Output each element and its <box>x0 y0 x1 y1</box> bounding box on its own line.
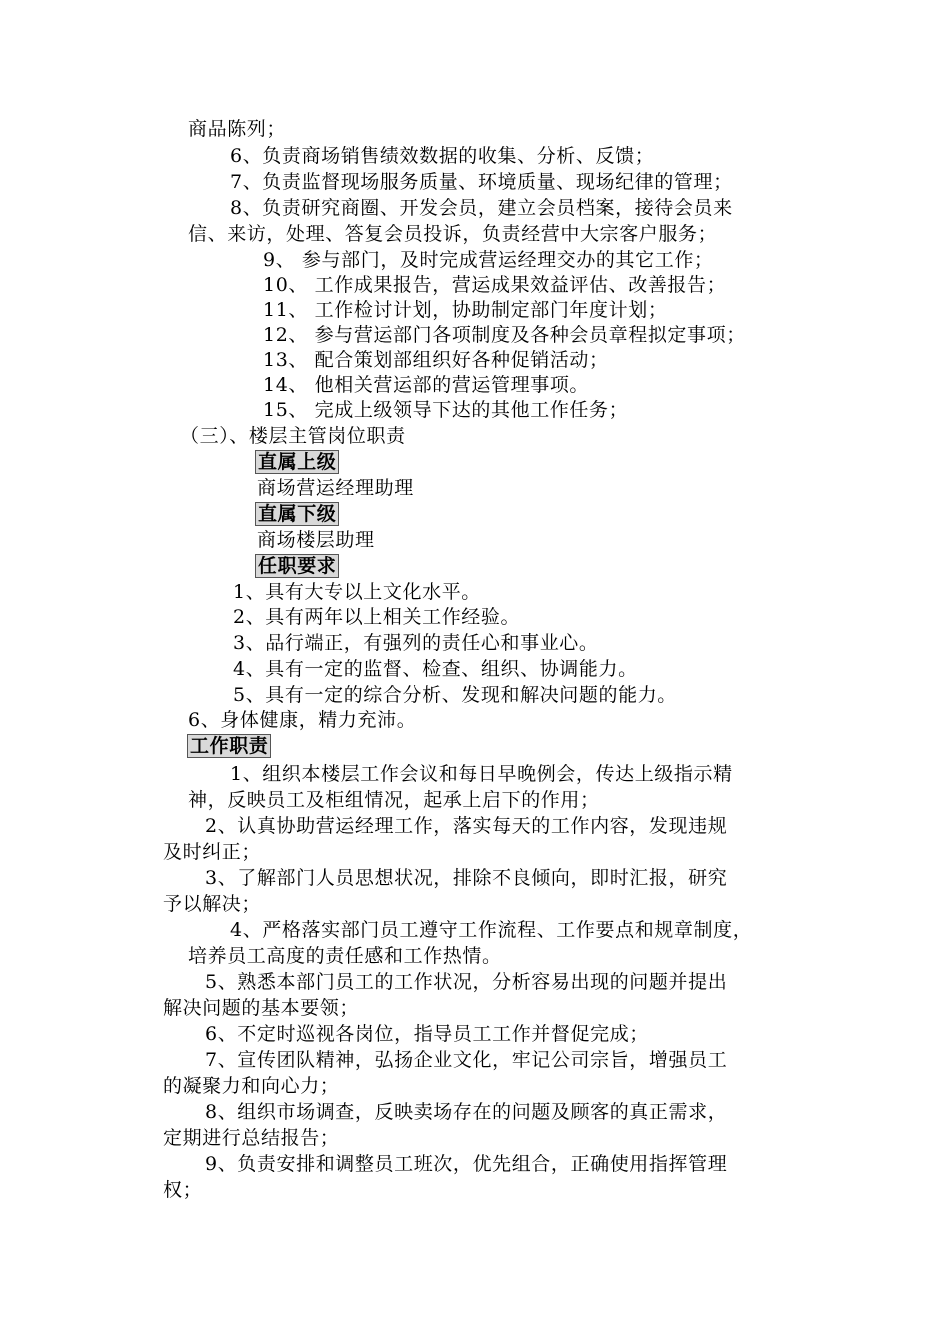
heading-subordinate: 直属下级 <box>255 502 339 526</box>
text-line: 定期进行总结报告； <box>163 1127 340 1149</box>
text-line: 培养员工高度的责任感和工作热情。 <box>188 945 502 967</box>
text-line: 6、负责商场销售绩效数据的收集、分析、反馈； <box>230 145 655 167</box>
text-line: 6、不定时巡视各岗位，指导员工工作并督促完成； <box>205 1023 649 1045</box>
text-line: 权； <box>163 1179 203 1201</box>
text-line: 予以解决； <box>163 893 262 915</box>
text-line: 解决问题的基本要领； <box>163 997 360 1019</box>
text-line: 8、组织市场调查，反映卖场存在的问题及顾客的真正需求， <box>205 1101 728 1123</box>
text-line: 6、身体健康，精力充沛。 <box>188 709 417 731</box>
text-line: 2、认真协助营运经理工作，落实每天的工作内容，发现违规 <box>205 815 728 837</box>
text-line: 9、 参与部门，及时完成营运经理交办的其它工作； <box>263 249 714 271</box>
text-line: 12、 参与营运部门各项制度及各种会员章程拟定事项； <box>263 324 746 346</box>
heading-superior: 直属上级 <box>255 450 339 474</box>
text-line: 商场营运经理助理 <box>257 477 414 499</box>
text-line: 及时纠正； <box>163 841 262 863</box>
text-line: 1、组织本楼层工作会议和每日早晚例会，传达上级指示精 <box>230 763 733 785</box>
text-line: 10、 工作成果报告，营运成果效益评估、改善报告； <box>263 274 727 296</box>
text-line: 13、 配合策划部组织好各种促销活动； <box>263 349 609 371</box>
text-line: 的凝聚力和向心力； <box>163 1075 340 1097</box>
text-line: 信、来访，处理、答复会员投诉，负责经营中大宗客户服务； <box>188 223 718 245</box>
heading-duties: 工作职责 <box>187 734 271 758</box>
text-line: 2、具有两年以上相关工作经验。 <box>233 606 521 628</box>
text-line: 5、具有一定的综合分析、发现和解决问题的能力。 <box>233 684 677 706</box>
heading-requirements: 任职要求 <box>255 554 339 578</box>
text-line: 4、具有一定的监督、检查、组织、协调能力。 <box>233 658 638 680</box>
section-title: （三）、楼层主管岗位职责 <box>180 425 406 447</box>
text-line: 8、负责研究商圈、开发会员，建立会员档案，接待会员来 <box>230 197 733 219</box>
text-line: 9、负责安排和调整员工班次，优先组合，正确使用指挥管理 <box>205 1153 728 1175</box>
text-line: 14、 他相关营运部的营运管理事项。 <box>263 374 590 396</box>
text-line: 7、宣传团队精神，弘扬企业文化，牢记公司宗旨，增强员工 <box>205 1049 728 1071</box>
text-line: 3、品行端正，有强列的责任心和事业心。 <box>233 632 599 654</box>
text-line: 7、负责监督现场服务质量、环境质量、现场纪律的管理； <box>230 171 733 193</box>
text-line: 4、严格落实部门员工遵守工作流程、工作要点和规章制度， <box>230 919 753 941</box>
text-line: 11、 工作检讨计划，协助制定部门年度计划； <box>263 299 668 321</box>
text-line: 5、熟悉本部门员工的工作状况，分析容易出现的问题并提出 <box>205 971 728 993</box>
text-line: 商品陈列； <box>188 118 287 140</box>
text-line: 神，反映员工及柜组情况，起承上启下的作用； <box>188 789 600 811</box>
text-line: 商场楼层助理 <box>257 529 375 551</box>
text-line: 3、了解部门人员思想状况，排除不良倾向，即时汇报，研究 <box>205 867 728 889</box>
text-line: 15、 完成上级领导下达的其他工作任务； <box>263 399 629 421</box>
text-line: 1、具有大专以上文化水平。 <box>233 581 481 603</box>
